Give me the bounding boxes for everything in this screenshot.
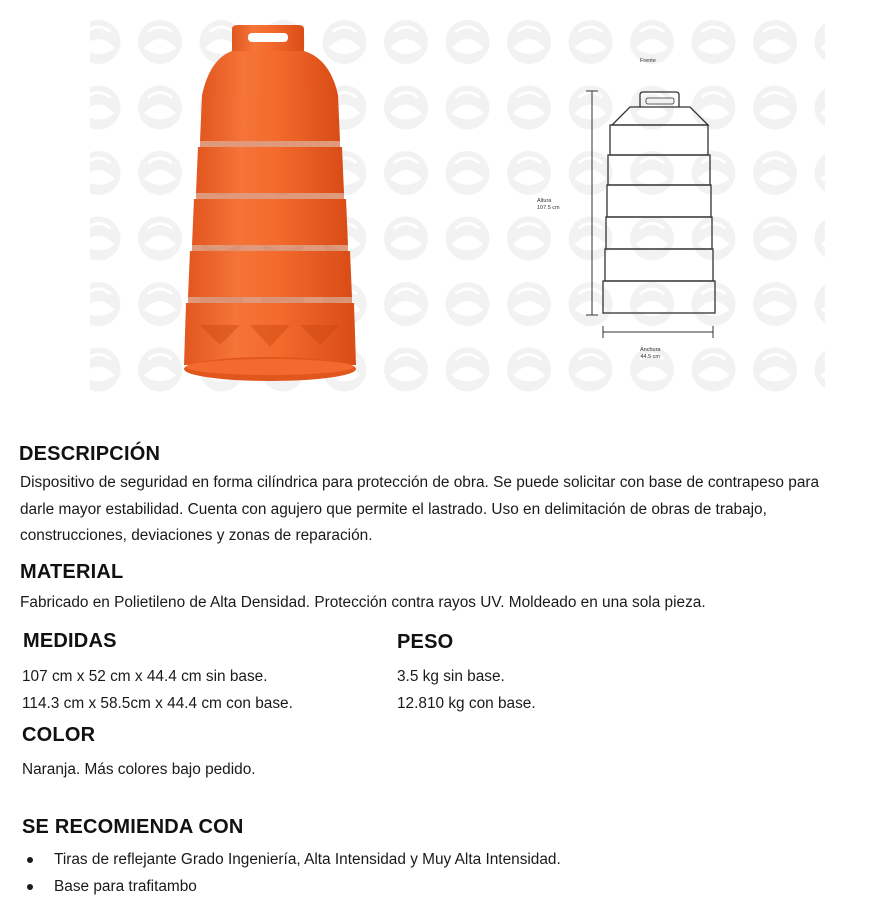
peso-values xyxy=(397,664,737,717)
color-heading: COLOR xyxy=(22,724,96,746)
bullet-icon xyxy=(27,884,33,890)
peso-line: 12.810 kg con base. xyxy=(397,694,536,712)
recommended-list xyxy=(22,846,561,900)
bullet-icon xyxy=(27,857,33,863)
width-value: 44.5 cm xyxy=(640,354,661,360)
description-text: Dispositivo de seguridad en forma cilíndrica para protección de obra. Se puede solicitar con base de contrapeso para darle mayor estabilidad. Cuenta con agujero que permite el lastrado. Uso en delimitación de obras de trabajo, construcciones, deviaciones y zonas de reparación. xyxy=(20,474,820,544)
height-value: 107.5 cm xyxy=(537,205,560,211)
medidas-heading: MEDIDAS xyxy=(23,630,117,652)
material-text: Fabricado en Polietileno de Alta Densidad. Protección contra rayos UV. Moldeado en una sola pieza. xyxy=(20,594,706,611)
watermark-pattern xyxy=(0,0,871,410)
product-hero xyxy=(0,0,871,410)
medidas-line: 107 cm x 52 cm x 44.4 cm sin base. xyxy=(22,668,268,685)
height-label: Altura xyxy=(537,198,552,204)
width-label: Anchura xyxy=(640,347,661,353)
description-heading: DESCRIPCIÓN xyxy=(19,443,161,465)
list-item-text: Tiras de reflejante Grado Ingeniería, Alta Intensidad y Muy Alta Intensidad. xyxy=(54,851,561,868)
dimension-diagram xyxy=(530,55,730,375)
color-text: Naranja. Más colores bajo pedido. xyxy=(22,761,256,778)
medidas-values xyxy=(22,664,362,717)
list-item-text: Base para trafitambo xyxy=(54,878,197,895)
diagram-front-label: Frente xyxy=(640,58,656,64)
trafitambo-photo xyxy=(180,25,360,387)
diagram-height-label xyxy=(537,198,560,212)
list-item xyxy=(22,846,561,873)
diagram-width-label xyxy=(640,347,661,361)
peso-line: 3.5 kg sin base. xyxy=(397,668,505,685)
medidas-line: 114.3 cm x 58.5cm x 44.4 cm con base. xyxy=(22,694,293,712)
peso-heading: PESO xyxy=(397,631,454,653)
list-item xyxy=(22,873,561,900)
recommended-heading: SE RECOMIENDA CON xyxy=(22,816,244,838)
material-heading: MATERIAL xyxy=(20,561,124,583)
